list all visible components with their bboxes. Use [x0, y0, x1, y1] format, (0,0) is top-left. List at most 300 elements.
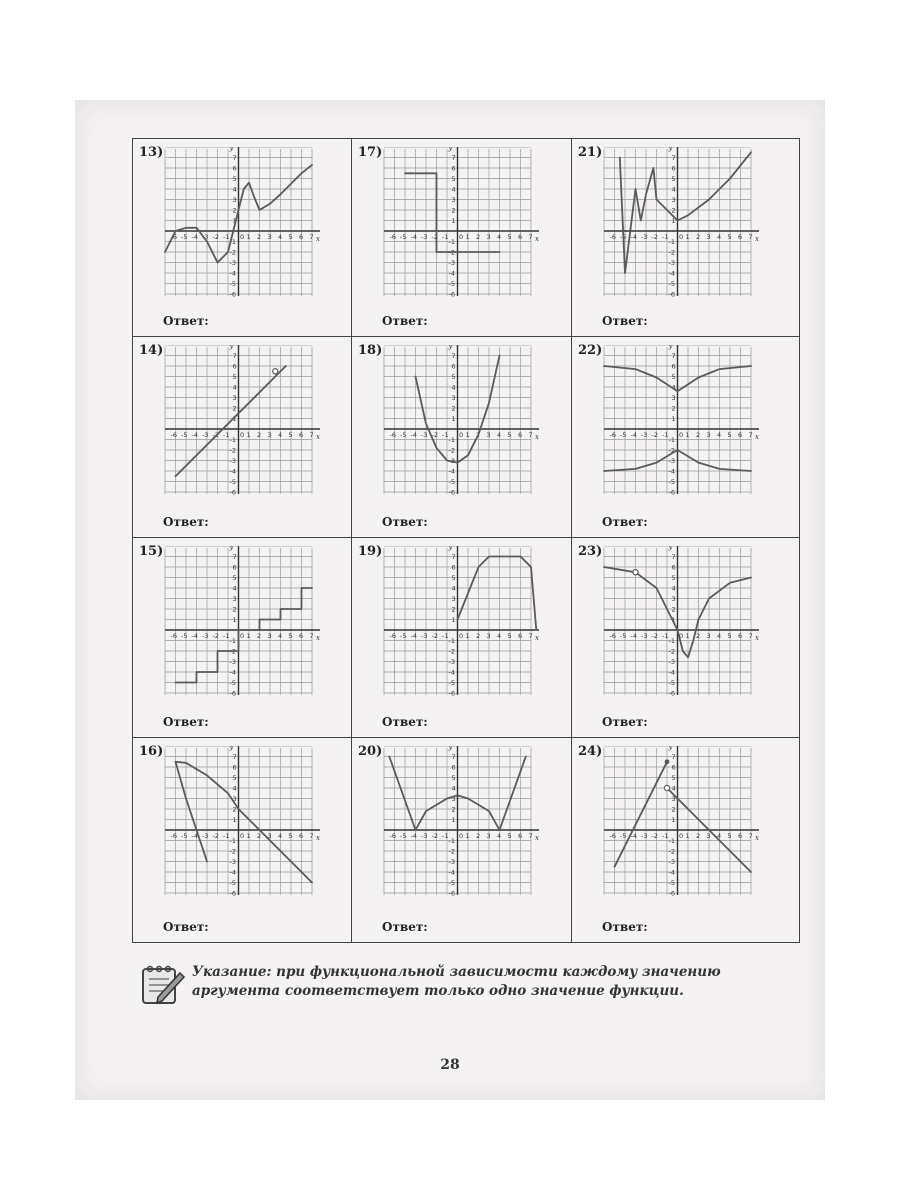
- x-axis-label: x: [316, 235, 320, 243]
- y-tick-label: 3: [451, 795, 456, 803]
- y-tick-label: -1: [229, 238, 236, 246]
- x-tick-label: 5: [507, 233, 512, 241]
- y-tick-label: 2: [451, 605, 456, 614]
- y-tick-label: -1: [448, 637, 455, 645]
- y-tick-label: -5: [668, 679, 675, 687]
- x-tick-label: -1: [662, 632, 669, 640]
- x-tick-label: -2: [651, 233, 658, 241]
- origin-label: 0: [240, 431, 245, 439]
- y-tick-label: 5: [232, 774, 237, 782]
- exercise-number: 14): [139, 343, 164, 358]
- answer-label: Ответ:: [602, 314, 648, 328]
- y-tick-label: 6: [451, 362, 456, 371]
- x-tick-label: -6: [170, 431, 177, 439]
- y-tick-label: -4: [229, 868, 236, 877]
- x-tick-label: 7: [748, 832, 753, 840]
- x-tick-label: -3: [202, 233, 209, 241]
- x-tick-label: -5: [400, 431, 407, 439]
- x-tick-label: 6: [299, 832, 304, 840]
- x-tick-label: 2: [696, 832, 701, 840]
- x-tick-label: -6: [170, 233, 177, 241]
- y-tick-label: 3: [451, 196, 456, 204]
- x-tick-label: -1: [442, 431, 449, 439]
- x-tick-label: 1: [465, 632, 470, 640]
- coordinate-grid: [380, 746, 543, 901]
- x-tick-label: 2: [476, 431, 481, 439]
- y-tick-label: -4: [668, 668, 675, 677]
- x-tick-label: 1: [246, 233, 251, 241]
- y-tick-label: 7: [451, 753, 456, 761]
- y-tick-label: 5: [671, 373, 676, 381]
- y-tick-label: -6: [229, 889, 236, 898]
- x-tick-label: -5: [181, 832, 188, 840]
- y-tick-label: -3: [448, 658, 455, 666]
- y-axis-label: y: [668, 147, 673, 153]
- y-tick-label: -1: [229, 436, 236, 444]
- x-tick-label: 4: [717, 632, 722, 640]
- y-tick-label: -3: [229, 858, 236, 866]
- x-tick-label: 1: [465, 233, 470, 241]
- x-tick-label: 3: [486, 832, 491, 840]
- y-tick-label: -2: [229, 446, 236, 455]
- y-tick-label: -4: [668, 467, 675, 476]
- y-tick-label: -3: [668, 259, 675, 267]
- y-tick-label: 5: [451, 774, 456, 782]
- origin-label: 0: [459, 233, 464, 241]
- exercise-table: [132, 138, 800, 943]
- x-tick-label: -4: [630, 632, 637, 640]
- y-tick-label: 3: [671, 196, 676, 204]
- y-tick-label: 1: [671, 415, 676, 423]
- y-tick-label: 7: [671, 553, 676, 561]
- answer-label: Ответ:: [602, 920, 648, 934]
- x-tick-label: 6: [518, 632, 523, 640]
- origin-label: 0: [240, 233, 245, 241]
- y-tick-label: 6: [671, 164, 676, 173]
- y-tick-label: -3: [668, 858, 675, 866]
- x-tick-label: 4: [278, 632, 283, 640]
- x-tick-label: 4: [717, 832, 722, 840]
- y-tick-label: 5: [451, 574, 456, 582]
- x-axis-label: x: [535, 834, 539, 842]
- y-tick-label: 3: [671, 795, 676, 803]
- graph-cell: [352, 337, 571, 537]
- y-tick-label: -6: [668, 889, 675, 898]
- notepad-pencil-icon: [140, 963, 186, 1007]
- exercise-number: 16): [139, 744, 164, 759]
- y-tick-label: -6: [668, 290, 675, 299]
- y-tick-label: 5: [671, 175, 676, 183]
- x-tick-label: 2: [257, 233, 262, 241]
- y-tick-label: -5: [448, 478, 455, 486]
- graph-cell: [572, 738, 801, 942]
- y-tick-label: 1: [671, 816, 676, 824]
- x-axis-label: x: [316, 834, 320, 842]
- x-tick-label: 1: [685, 233, 690, 241]
- x-tick-label: 7: [309, 431, 314, 439]
- y-tick-label: 4: [671, 784, 676, 793]
- x-tick-label: 7: [528, 233, 533, 241]
- answer-label: Ответ:: [382, 314, 428, 328]
- x-axis-label: x: [535, 235, 539, 243]
- y-tick-label: 2: [232, 404, 237, 413]
- y-tick-label: 6: [232, 763, 237, 772]
- graph-cell: [133, 538, 351, 737]
- y-tick-label: 7: [671, 352, 676, 360]
- x-tick-label: 4: [717, 431, 722, 439]
- y-tick-label: 2: [671, 805, 676, 814]
- coordinate-grid: [380, 147, 543, 302]
- y-tick-label: 3: [232, 595, 237, 603]
- y-tick-label: -4: [448, 868, 455, 877]
- y-tick-label: 4: [451, 185, 456, 194]
- y-tick-label: -4: [668, 269, 675, 278]
- x-tick-label: -2: [212, 632, 219, 640]
- y-tick-label: 5: [451, 175, 456, 183]
- y-tick-label: 1: [232, 415, 237, 423]
- x-tick-label: 2: [257, 632, 262, 640]
- y-tick-label: -1: [448, 837, 455, 845]
- x-tick-label: 5: [288, 832, 293, 840]
- x-tick-label: -1: [442, 632, 449, 640]
- y-tick-label: 1: [671, 616, 676, 624]
- y-tick-label: 6: [232, 563, 237, 572]
- y-tick-label: -3: [448, 259, 455, 267]
- y-tick-label: -5: [229, 280, 236, 288]
- x-tick-label: 2: [696, 431, 701, 439]
- x-tick-label: -6: [609, 233, 616, 241]
- x-tick-label: -3: [421, 632, 428, 640]
- y-tick-label: 4: [451, 784, 456, 793]
- coordinate-grid: [600, 546, 763, 701]
- x-tick-label: -5: [620, 431, 627, 439]
- y-tick-label: -1: [668, 238, 675, 246]
- x-tick-label: 1: [465, 431, 470, 439]
- x-tick-label: -4: [410, 832, 417, 840]
- x-tick-label: -6: [389, 632, 396, 640]
- y-axis-label: y: [668, 746, 673, 752]
- y-axis-label: y: [229, 345, 234, 351]
- coordinate-grid: [600, 345, 763, 500]
- x-tick-label: -4: [410, 632, 417, 640]
- exercise-number: 22): [578, 343, 603, 358]
- x-tick-label: -3: [641, 431, 648, 439]
- origin-label: 0: [679, 832, 684, 840]
- y-tick-label: -6: [668, 689, 675, 698]
- x-tick-label: -2: [431, 431, 438, 439]
- y-axis-label: y: [229, 746, 234, 752]
- y-tick-label: 1: [232, 616, 237, 624]
- x-tick-label: -4: [630, 233, 637, 241]
- function-curve: [176, 762, 313, 883]
- x-tick-label: -4: [191, 233, 198, 241]
- origin-label: 0: [679, 632, 684, 640]
- x-tick-label: 4: [717, 233, 722, 241]
- y-tick-label: 6: [232, 164, 237, 173]
- y-tick-label: 3: [232, 394, 237, 402]
- y-tick-label: -3: [668, 457, 675, 465]
- y-axis-label: y: [448, 147, 453, 153]
- x-tick-label: 5: [727, 431, 732, 439]
- y-tick-label: 7: [451, 553, 456, 561]
- x-tick-label: 3: [486, 233, 491, 241]
- origin-label: 0: [459, 431, 464, 439]
- x-tick-label: 7: [528, 832, 533, 840]
- x-tick-label: 6: [518, 233, 523, 241]
- y-tick-label: 2: [232, 805, 237, 814]
- x-tick-label: 3: [706, 832, 711, 840]
- hint-block: [140, 963, 800, 1011]
- y-tick-label: -2: [448, 647, 455, 656]
- x-tick-label: -3: [202, 832, 209, 840]
- x-axis-label: x: [316, 634, 320, 642]
- graph-cell: [133, 139, 351, 336]
- x-tick-label: -3: [202, 632, 209, 640]
- x-tick-label: 3: [267, 233, 272, 241]
- x-tick-label: 7: [748, 431, 753, 439]
- x-tick-label: 3: [267, 632, 272, 640]
- y-tick-label: -3: [448, 457, 455, 465]
- x-tick-label: 2: [696, 632, 701, 640]
- x-tick-label: -1: [662, 832, 669, 840]
- graph-cell: [572, 139, 801, 336]
- x-tick-label: 1: [246, 632, 251, 640]
- y-tick-label: -6: [229, 488, 236, 497]
- answer-label: Ответ:: [163, 715, 209, 729]
- y-tick-label: 4: [671, 185, 676, 194]
- y-tick-label: 1: [671, 217, 676, 225]
- y-tick-label: -2: [668, 446, 675, 455]
- y-tick-label: -4: [448, 467, 455, 476]
- x-tick-label: 7: [528, 431, 533, 439]
- y-tick-label: -2: [668, 647, 675, 656]
- x-tick-label: 5: [727, 832, 732, 840]
- x-tick-label: 6: [299, 431, 304, 439]
- graph-cell: [572, 337, 801, 537]
- x-axis-label: x: [755, 634, 759, 642]
- coordinate-grid: [600, 147, 763, 302]
- answer-label: Ответ:: [382, 515, 428, 529]
- y-tick-label: -4: [229, 269, 236, 278]
- coordinate-grid: [161, 746, 324, 901]
- answer-label: Ответ:: [163, 515, 209, 529]
- y-tick-label: -5: [448, 280, 455, 288]
- x-tick-label: 7: [309, 632, 314, 640]
- y-tick-label: -5: [668, 280, 675, 288]
- y-tick-label: 4: [451, 584, 456, 593]
- x-tick-label: 3: [706, 632, 711, 640]
- x-tick-label: -6: [609, 632, 616, 640]
- y-tick-label: 2: [451, 404, 456, 413]
- x-tick-label: 7: [748, 233, 753, 241]
- x-tick-label: 2: [257, 832, 262, 840]
- x-tick-label: 1: [685, 832, 690, 840]
- coordinate-grid: [380, 546, 543, 701]
- y-tick-label: 5: [232, 175, 237, 183]
- exercise-number: 17): [358, 145, 383, 160]
- y-tick-label: -6: [668, 488, 675, 497]
- y-tick-label: 7: [451, 154, 456, 162]
- x-tick-label: -5: [181, 632, 188, 640]
- x-tick-label: -1: [442, 832, 449, 840]
- x-tick-label: 6: [518, 832, 523, 840]
- y-tick-label: -1: [448, 436, 455, 444]
- x-tick-label: -1: [223, 431, 230, 439]
- x-tick-label: -5: [620, 832, 627, 840]
- y-tick-label: -2: [668, 847, 675, 856]
- y-tick-label: 1: [451, 217, 456, 225]
- y-tick-label: 4: [671, 584, 676, 593]
- y-tick-label: 1: [451, 816, 456, 824]
- y-tick-label: 1: [232, 816, 237, 824]
- x-tick-label: 6: [738, 832, 743, 840]
- y-tick-label: 5: [232, 574, 237, 582]
- x-tick-label: 3: [267, 431, 272, 439]
- x-tick-label: 6: [299, 233, 304, 241]
- x-tick-label: 6: [518, 431, 523, 439]
- y-tick-label: 6: [451, 563, 456, 572]
- graph-cell: [352, 738, 571, 942]
- y-tick-label: -4: [229, 467, 236, 476]
- answer-label: Ответ:: [163, 920, 209, 934]
- y-tick-label: 5: [671, 774, 676, 782]
- y-tick-label: -2: [229, 647, 236, 656]
- y-tick-label: 5: [451, 373, 456, 381]
- y-tick-label: -5: [668, 879, 675, 887]
- y-tick-label: 2: [671, 206, 676, 215]
- x-tick-label: 2: [476, 632, 481, 640]
- coordinate-grid: [380, 345, 543, 500]
- y-tick-label: 3: [451, 595, 456, 603]
- x-tick-label: -4: [191, 431, 198, 439]
- x-tick-label: -3: [421, 431, 428, 439]
- y-tick-label: -5: [448, 679, 455, 687]
- x-tick-label: -2: [651, 632, 658, 640]
- exercise-number: 19): [358, 544, 383, 559]
- y-axis-label: y: [448, 746, 453, 752]
- y-tick-label: 3: [232, 196, 237, 204]
- y-tick-label: 3: [232, 795, 237, 803]
- y-tick-label: 4: [232, 584, 237, 593]
- y-tick-label: -6: [448, 889, 455, 898]
- x-tick-label: -5: [400, 832, 407, 840]
- y-axis-label: y: [448, 546, 453, 552]
- origin-label: 0: [240, 632, 245, 640]
- x-tick-label: -6: [170, 832, 177, 840]
- y-tick-label: 6: [451, 763, 456, 772]
- y-tick-label: -5: [448, 879, 455, 887]
- function-curve: [620, 152, 751, 273]
- x-tick-label: 5: [727, 233, 732, 241]
- y-tick-label: 7: [451, 352, 456, 360]
- x-tick-label: 4: [278, 233, 283, 241]
- y-tick-label: 1: [232, 217, 237, 225]
- x-tick-label: -1: [662, 233, 669, 241]
- x-tick-label: 2: [476, 832, 481, 840]
- exercise-number: 18): [358, 343, 383, 358]
- y-tick-label: -1: [668, 436, 675, 444]
- y-tick-label: 6: [671, 563, 676, 572]
- y-tick-label: -2: [448, 248, 455, 257]
- y-axis-label: y: [668, 345, 673, 351]
- y-tick-label: -3: [229, 658, 236, 666]
- origin-label: 0: [679, 431, 684, 439]
- x-tick-label: -3: [641, 233, 648, 241]
- x-tick-label: -1: [662, 431, 669, 439]
- y-tick-label: 1: [451, 616, 456, 624]
- x-axis-label: x: [535, 433, 539, 441]
- x-tick-label: -4: [191, 632, 198, 640]
- x-tick-label: -2: [651, 832, 658, 840]
- x-tick-label: 6: [738, 632, 743, 640]
- graph-cell: [352, 538, 571, 737]
- exercise-number: 13): [139, 145, 164, 160]
- exercise-number: 24): [578, 744, 603, 759]
- coordinate-grid: [161, 345, 324, 500]
- origin-label: 0: [459, 632, 464, 640]
- answer-label: Ответ:: [382, 920, 428, 934]
- y-tick-label: -2: [229, 847, 236, 856]
- y-tick-label: 7: [671, 154, 676, 162]
- x-tick-label: -6: [609, 431, 616, 439]
- x-tick-label: 7: [748, 632, 753, 640]
- x-tick-label: -1: [442, 233, 449, 241]
- y-tick-label: -5: [229, 679, 236, 687]
- y-tick-label: -4: [448, 269, 455, 278]
- x-tick-label: -6: [389, 233, 396, 241]
- y-tick-label: -3: [229, 259, 236, 267]
- x-tick-label: -2: [212, 233, 219, 241]
- y-tick-label: 6: [451, 164, 456, 173]
- x-tick-label: -2: [651, 431, 658, 439]
- y-tick-label: 7: [232, 553, 237, 561]
- graph-cell: [133, 738, 351, 942]
- x-tick-label: 5: [507, 832, 512, 840]
- x-tick-label: 3: [486, 632, 491, 640]
- y-tick-label: 7: [232, 154, 237, 162]
- y-tick-label: -6: [448, 689, 455, 698]
- y-tick-label: -6: [229, 689, 236, 698]
- x-tick-label: 1: [685, 632, 690, 640]
- x-tick-label: 7: [528, 632, 533, 640]
- y-tick-label: -1: [229, 837, 236, 845]
- y-tick-label: -1: [229, 637, 236, 645]
- y-tick-label: -5: [668, 478, 675, 486]
- y-tick-label: 4: [671, 383, 676, 392]
- y-tick-label: -6: [229, 290, 236, 299]
- x-tick-label: 6: [299, 632, 304, 640]
- y-tick-label: 7: [232, 352, 237, 360]
- x-tick-label: 5: [288, 431, 293, 439]
- y-tick-label: 6: [232, 362, 237, 371]
- y-tick-label: 2: [232, 206, 237, 215]
- y-tick-label: 3: [451, 394, 456, 402]
- y-tick-label: -2: [448, 847, 455, 856]
- y-tick-label: 3: [671, 595, 676, 603]
- x-tick-label: 1: [246, 832, 251, 840]
- y-tick-label: -4: [229, 668, 236, 677]
- y-tick-label: 3: [671, 394, 676, 402]
- x-tick-label: 5: [727, 632, 732, 640]
- y-tick-label: 2: [451, 206, 456, 215]
- x-tick-label: 3: [486, 431, 491, 439]
- graph-cell: [352, 139, 571, 336]
- x-tick-label: 4: [497, 233, 502, 241]
- y-tick-label: 4: [232, 383, 237, 392]
- x-tick-label: 4: [497, 431, 502, 439]
- y-tick-label: -2: [448, 446, 455, 455]
- y-tick-label: -5: [229, 879, 236, 887]
